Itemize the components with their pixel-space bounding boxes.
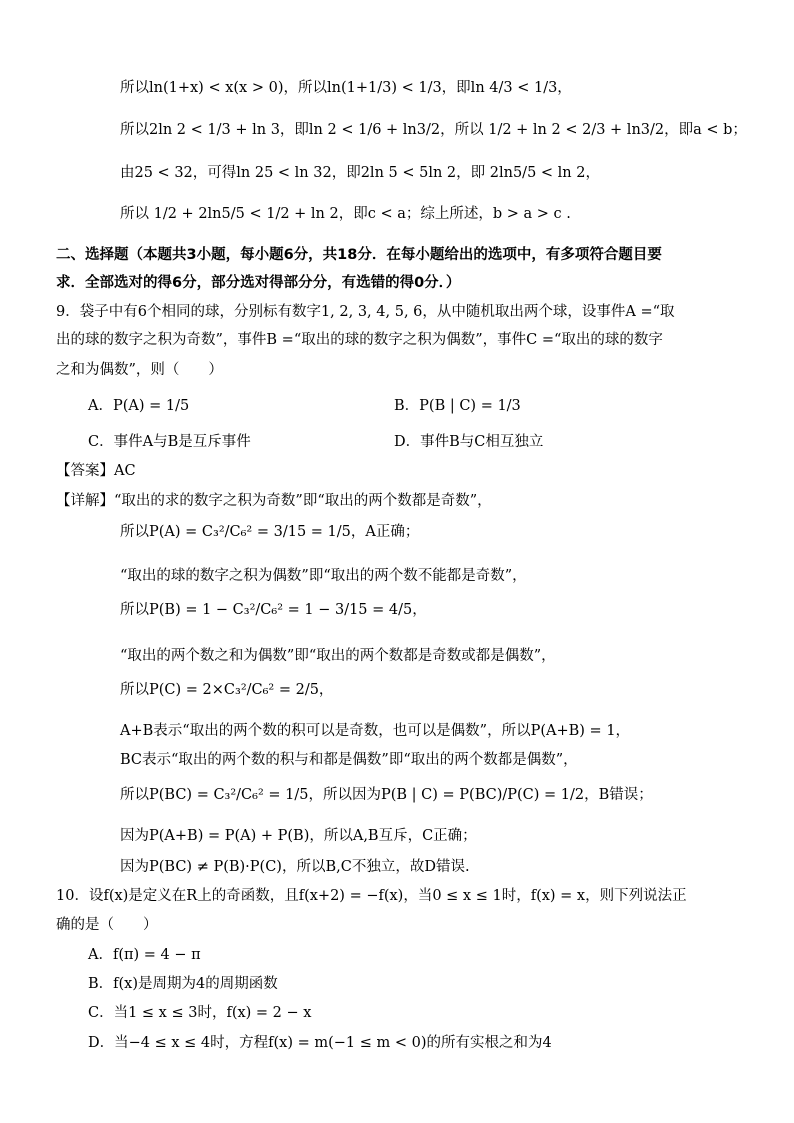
q9-detail-11: 因为P(BC) ≠ P(B)·P(C)，所以B,C不独立，故D错误. [120, 859, 470, 875]
q9-detail-4: 所以P(B) = 1 − C₃²/C₆² = 1 − 3/15 = 4/5， [120, 602, 427, 618]
section-heading-cont: 求．全部选对的得6分，部分选对得部分分，有选错的得0分．） [56, 275, 461, 291]
q9-detail-10: 因为P(A+B) = P(A) + P(B)，所以A,B互斥，C正确； [120, 828, 477, 844]
q9-stem-2: 出的球的数字之积为奇数”，事件B =“取出的球的数字之积为偶数”，事件C =“取出的球的数字 [56, 332, 663, 348]
q9-detail-2: 所以P(A) = C₃²/C₆² = 3/15 = 1/5，A正确； [120, 524, 420, 540]
q9-answer: 【答案】AC [56, 463, 136, 479]
q10-option-b: B．f(x)是周期为4的周期函数 [88, 976, 278, 992]
proof-line-4: 所以 1/2 + 2ln5/5 < 1/2 + ln 2，即c < a；综上所述，b > a > c . [120, 206, 571, 222]
q9-stem: 9．袋子中有6个相同的球，分别标有数字1, 2, 3, 4, 5, 6，从中随机取出两个球，设事件A =“取 [56, 304, 675, 320]
q10-option-c: C．当1 ≤ x ≤ 3时，f(x) = 2 − x [88, 1005, 312, 1021]
q10-stem: 10．设f(x)是定义在R上的奇函数，且f(x+2) = −f(x)，当0 ≤ x ≤ 1时，f(x) = x，则下列说法正 [56, 888, 687, 904]
q10-stem-2: 确的是（ ） [56, 917, 158, 933]
q9-detail-9: 所以P(BC) = C₃²/C₆² = 1/5，所以因为P(B | C) = P(BC)/P(C) = 1/2，B错误； [120, 787, 653, 803]
q10-option-a: A．f(π) = 4 − π [88, 947, 201, 963]
section-heading: 二、选择题（本题共3小题，每小题6分，共18分．在每小题给出的选项中，有多项符合题目要 [56, 247, 662, 263]
q9-detail-1: 【详解】“取出的求的数字之积为奇数”即“取出的两个数都是奇数”， [56, 493, 492, 509]
q9-detail-8: BC表示“取出的两个数的积与和都是偶数”即“取出的两个数都是偶数”， [120, 752, 578, 768]
q9-option-d: D．事件B与C相互独立 [394, 434, 544, 450]
q9-stem-3: 之和为偶数”，则（ ） [56, 362, 223, 378]
q9-detail-7: A+B表示“取出的两个数的积可以是奇数，也可以是偶数”，所以P(A+B) = 1， [120, 723, 631, 739]
proof-line-2: 所以2ln 2 < 1/3 + ln 3，即ln 2 < 1/6 + ln3/2，所以 1/2 + ln 2 < 2/3 + ln3/2，即a < b； [120, 122, 747, 138]
q9-option-a: A．P(A) = 1/5 [88, 398, 190, 414]
proof-line-3: 由25 < 32，可得ln 25 < ln 32，即2ln 5 < 5ln 2，即 2ln5/5 < ln 2， [120, 165, 600, 181]
proof-line-1: 所以ln(1+x) < x(x > 0)，所以ln(1+1/3) < 1/3，即ln 4/3 < 1/3， [120, 80, 572, 96]
q9-option-c: C．事件A与B是互斥事件 [88, 434, 251, 450]
q9-option-b: B．P(B | C) = 1/3 [394, 398, 521, 414]
q9-detail-6: 所以P(C) = 2×C₃²/C₆² = 2/5， [120, 682, 334, 698]
q9-detail-5: “取出的两个数之和为偶数”即“取出的两个数都是奇数或都是偶数”， [120, 648, 556, 664]
q9-detail-3: “取出的球的数字之积为偶数”即“取出的两个数不能都是奇数”， [120, 568, 527, 584]
q10-option-d: D．当−4 ≤ x ≤ 4时，方程f(x) = m(−1 ≤ m < 0)的所有实根之和为4 [88, 1035, 552, 1051]
